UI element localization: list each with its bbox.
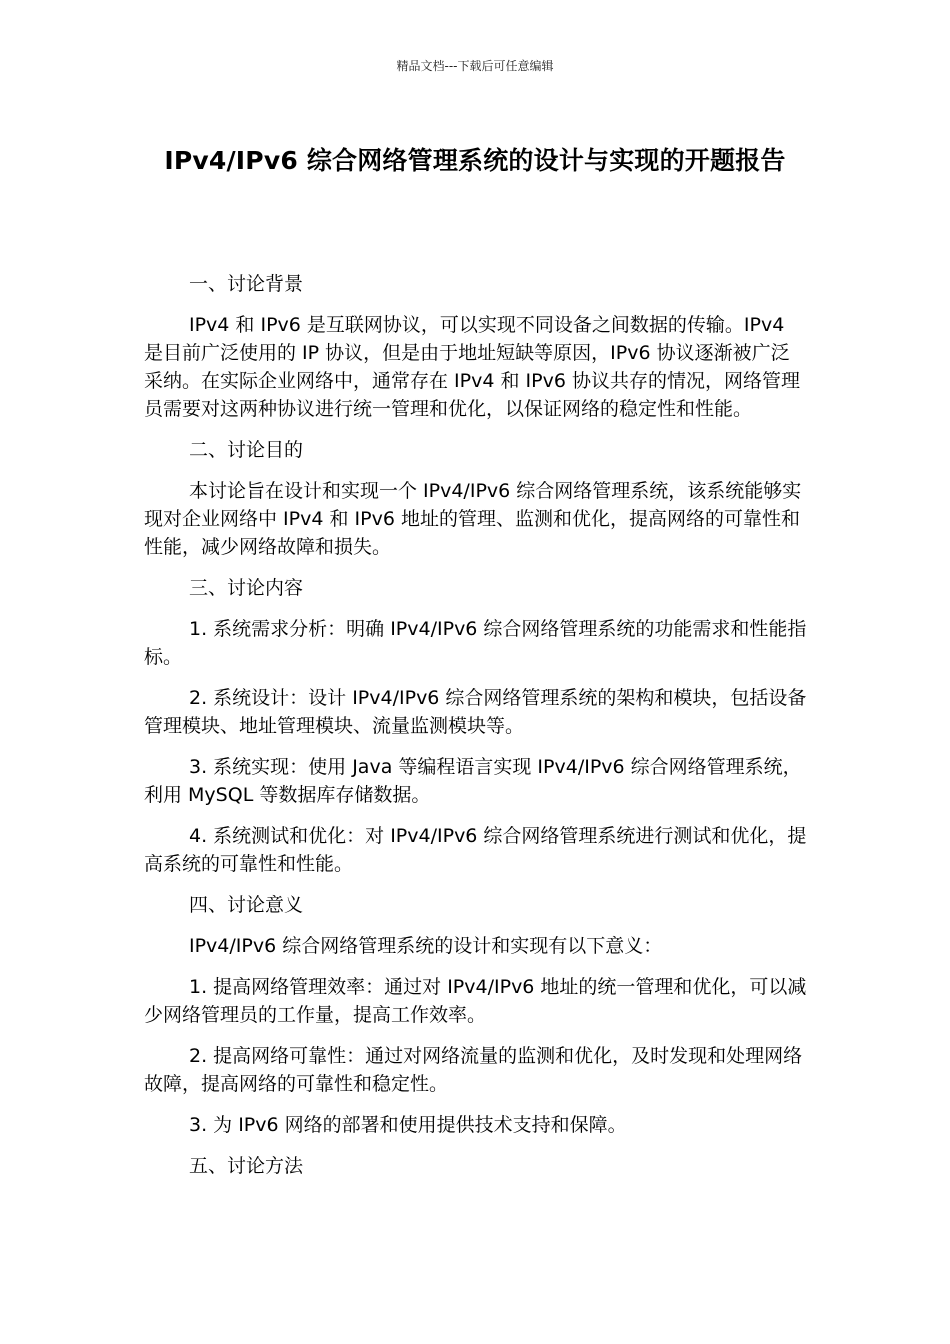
- list-item: 1. 系统需求分析：明确 IPv4/IPv6 综合网络管理系统的功能需求和性能指标。: [144, 618, 807, 668]
- section-heading: 五、讨论方法: [189, 1155, 304, 1177]
- document-title: IPv4/IPv6 综合网络管理系统的设计与实现的开题报告: [164, 146, 786, 175]
- list-item: 2. 提高网络可靠性：通过对网络流量的监测和优化，及时发现和处理网络故障，提高网络的可靠性和稳定性。: [144, 1045, 803, 1095]
- section-heading: 一、讨论背景: [189, 273, 304, 295]
- section-heading: 三、讨论内容: [189, 577, 304, 599]
- section-heading: 四、讨论意义: [189, 894, 304, 916]
- list-item: 3. 为 IPv6 网络的部署和使用提供技术支持和保障。: [189, 1114, 627, 1136]
- paragraph: 本讨论旨在设计和实现一个 IPv4/IPv6 综合网络管理系统，该系统能够实现对企业网络中 IPv4 和 IPv6 地址的管理、监测和优化，提高网络的可靠性和性能，减少网络故障和损失。: [144, 480, 802, 558]
- paragraph: IPv4 和 IPv6 是互联网协议，可以实现不同设备之间数据的传输。IPv4 是目前广泛使用的 IP 协议，但是由于地址短缺等原因，IPv6 协议逐渐被广泛采纳。在实际企业网络中，通常存在 IPv4 和 IPv6 协议共存的情况，网络管理员需要对这两种协议进行统一管理和优化，以保证网络的稳定性和性能。: [144, 314, 800, 420]
- list-item: 2. 系统设计：设计 IPv4/IPv6 综合网络管理系统的架构和模块，包括设备管理模块、地址管理模块、流量监测模块等。: [144, 687, 807, 737]
- paragraph: IPv4/IPv6 综合网络管理系统的设计和实现有以下意义：: [189, 935, 663, 957]
- document-body: [144, 270, 808, 1193]
- list-item: 1. 提高网络管理效率：通过对 IPv4/IPv6 地址的统一管理和优化，可以减少网络管理员的工作量，提高工作效率。: [144, 976, 807, 1026]
- section-heading: 二、讨论目的: [189, 439, 304, 461]
- list-item: 3. 系统实现：使用 Java 等编程语言实现 IPv4/IPv6 综合网络管理系统，利用 MySQL 等数据库存储数据。: [144, 756, 802, 806]
- page-header: 精品文档---下载后可任意编辑: [396, 59, 554, 73]
- list-item: 4. 系统测试和优化：对 IPv4/IPv6 综合网络管理系统进行测试和优化，提高系统的可靠性和性能。: [144, 825, 807, 875]
